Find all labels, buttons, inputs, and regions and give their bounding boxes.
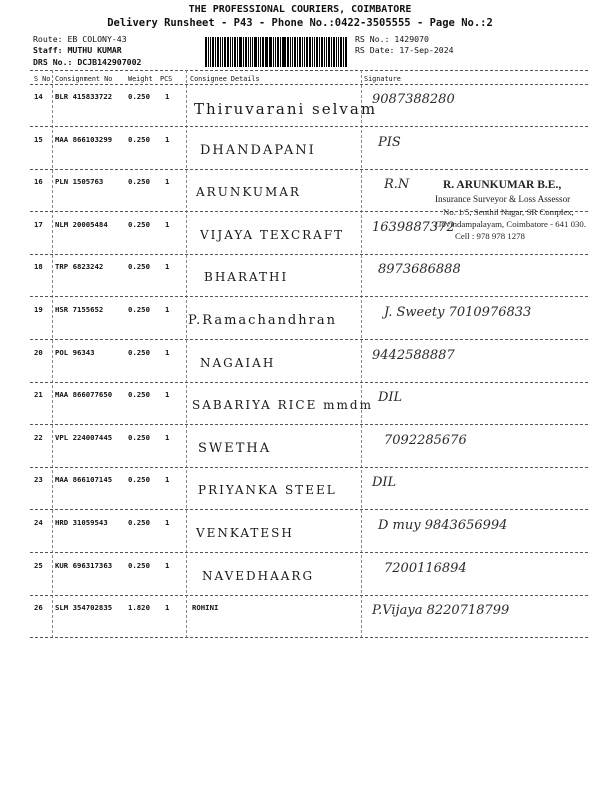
- row-divider: [30, 339, 588, 340]
- row-pcs: 1: [165, 432, 170, 442]
- row-weight: 0.250: [128, 432, 150, 442]
- table-row: [0, 129, 600, 172]
- stamp-title: Insurance Surveyor & Loss Assessor: [435, 194, 571, 204]
- table-row: [0, 427, 600, 470]
- row-consignment-no: VPL 224007445: [55, 432, 113, 442]
- col-header-consignment: Consignment No: [55, 75, 113, 83]
- row-sno: 19: [34, 305, 43, 314]
- row-signature: J. Sweety 7010976833: [384, 305, 532, 320]
- row-weight: 0.250: [128, 475, 150, 485]
- row-consignment-no: PLN 1505763: [55, 177, 104, 187]
- row-signature: 7200116894: [384, 560, 467, 576]
- row-signature: 9442588887: [372, 347, 455, 363]
- company-title: THE PROFESSIONAL COURIERS, COIMBATORE: [188, 4, 412, 15]
- row-pcs: 1: [165, 518, 170, 527]
- row-weight: 1.820: [128, 603, 150, 613]
- row-signature: DIL: [372, 475, 397, 491]
- divider: [30, 70, 588, 71]
- row-divider: [30, 169, 588, 170]
- stamp-address1: No. 1/5, Senthil Nagar, SR Complex,: [443, 207, 574, 217]
- row-weight: 0.250: [128, 134, 150, 144]
- row-divider: [30, 467, 588, 468]
- table-row: [0, 384, 600, 427]
- row-weight: 0.250: [128, 92, 150, 101]
- row-pcs: 1: [165, 390, 170, 400]
- row-sno: 25: [34, 560, 43, 570]
- row-weight: 0.250: [128, 560, 150, 570]
- row-consignment-no: MAA 866103299: [55, 134, 113, 144]
- route-label: Route: EB COLONY-43: [33, 34, 127, 44]
- row-consignee: ROHINI: [192, 603, 219, 613]
- table-row: [0, 469, 600, 512]
- row-consignee: NAVEDHAARG: [202, 568, 315, 583]
- stamp-address2: Govindampalayam, Coimbatore - 641 030.: [435, 219, 586, 229]
- row-signature: PIS: [378, 134, 401, 150]
- row-sno: 16: [34, 177, 43, 187]
- row-consignee: Thiruvarani selvam: [194, 100, 378, 118]
- row-divider: [30, 296, 588, 297]
- row-pcs: 1: [165, 219, 170, 229]
- col-header-pcs: PCS: [160, 75, 173, 83]
- row-sno: 24: [34, 518, 43, 527]
- row-consignment-no: KUR 696317363: [55, 560, 113, 570]
- row-consignee: SABARIYA RICE mmdm: [192, 398, 373, 413]
- table-row: [0, 342, 600, 385]
- row-sno: 20: [34, 347, 43, 357]
- row-consignment-no: POL 96343: [55, 347, 95, 357]
- col-header-consignee: Consignee Details: [190, 75, 260, 83]
- row-consignment-no: HSR 7155652: [55, 305, 104, 314]
- table-row: [0, 597, 600, 640]
- row-pcs: 1: [165, 347, 170, 357]
- row-sno: 17: [34, 219, 43, 229]
- row-divider: [30, 595, 588, 596]
- row-signature: D muy 9843656994: [378, 518, 508, 533]
- divider: [30, 84, 588, 85]
- row-consignee: BHARATHI: [204, 270, 289, 285]
- row-consignee: NAGAIAH: [200, 355, 276, 370]
- row-pcs: 1: [165, 475, 170, 485]
- row-consignment-no: SLM 354702835: [55, 603, 113, 613]
- row-weight: 0.250: [128, 305, 150, 314]
- row-signature: DIL: [378, 390, 403, 406]
- row-divider: [30, 509, 588, 510]
- row-signature: 8973686888: [378, 262, 461, 278]
- row-consignment-no: BLR 415833722: [55, 92, 113, 101]
- row-sno: 22: [34, 432, 43, 442]
- row-divider: [30, 382, 588, 383]
- row-divider: [30, 126, 588, 127]
- row-sno: 26: [34, 603, 43, 613]
- row-weight: 0.250: [128, 177, 150, 187]
- runsheet-subtitle: Delivery Runsheet - P43 - Phone No.:0422-3505555 - Page No.:2: [107, 17, 493, 29]
- row-weight: 0.250: [128, 518, 150, 527]
- row-weight: 0.250: [128, 262, 150, 272]
- row-weight: 0.250: [128, 390, 150, 400]
- row-pcs: 1: [165, 262, 170, 272]
- row-sno: 18: [34, 262, 43, 272]
- row-divider: [30, 637, 588, 638]
- row-signature: 9087388280: [372, 92, 455, 107]
- barcode: [205, 37, 348, 67]
- row-pcs: 1: [165, 560, 170, 570]
- row-consignment-no: TRP 6823242: [55, 262, 104, 272]
- row-pcs: 1: [165, 177, 170, 187]
- row-signature: P.Vijaya 8220718799: [372, 603, 510, 619]
- row-consignee: P.Ramachandhran: [188, 313, 337, 328]
- row-consignee: ARUNKUMAR: [196, 185, 301, 200]
- row-sno: 23: [34, 475, 43, 485]
- drs-number: DRS No.: DCJB142907002: [33, 57, 142, 67]
- row-consignee: VIJAYA TEXCRAFT: [200, 227, 345, 242]
- row-divider: [30, 424, 588, 425]
- row-divider: [30, 552, 588, 553]
- table-row: [0, 512, 600, 555]
- row-consignment-no: NLM 20005484: [55, 219, 108, 229]
- row-weight: 0.250: [128, 347, 150, 357]
- row-pcs: 1: [165, 92, 170, 101]
- stamp-phone: Cell : 978 978 1278: [455, 231, 525, 241]
- row-signature: 1639887372: [372, 219, 455, 235]
- row-consignee: VENKATESH: [196, 526, 294, 540]
- row-pcs: 1: [165, 603, 170, 613]
- row-consignment-no: HRD 31059543: [55, 518, 108, 527]
- row-sno: 15: [34, 134, 43, 144]
- stamp-name: R. ARUNKUMAR B.E.,: [443, 179, 562, 191]
- row-consignment-no: MAA 866077650: [55, 390, 113, 400]
- row-consignee: PRIYANKA STEEL: [198, 483, 337, 498]
- row-signature: 7092285676: [384, 432, 467, 448]
- row-pcs: 1: [165, 305, 170, 314]
- col-header-weight: Weight: [128, 75, 153, 83]
- col-header-signature: Signature: [364, 75, 401, 83]
- row-consignment-no: MAA 866107145: [55, 475, 113, 485]
- table-row: [0, 299, 600, 342]
- row-consignee: DHANDAPANI: [200, 142, 316, 158]
- surveyor-stamp: [415, 177, 600, 272]
- col-header-sno: S No: [34, 75, 51, 83]
- row-signature: R.N: [384, 177, 410, 193]
- row-sno: 14: [34, 92, 43, 101]
- row-consignee: SWETHA: [198, 440, 272, 456]
- row-pcs: 1: [165, 134, 170, 144]
- rs-number: RS No.: 1429070: [355, 34, 429, 44]
- rs-date: RS Date: 17-Sep-2024: [355, 45, 454, 55]
- row-sno: 21: [34, 390, 43, 400]
- table-row: [0, 86, 600, 129]
- table-row: [0, 555, 600, 598]
- staff-label: Staff: MUTHU KUMAR: [33, 45, 122, 55]
- row-weight: 0.250: [128, 219, 150, 229]
